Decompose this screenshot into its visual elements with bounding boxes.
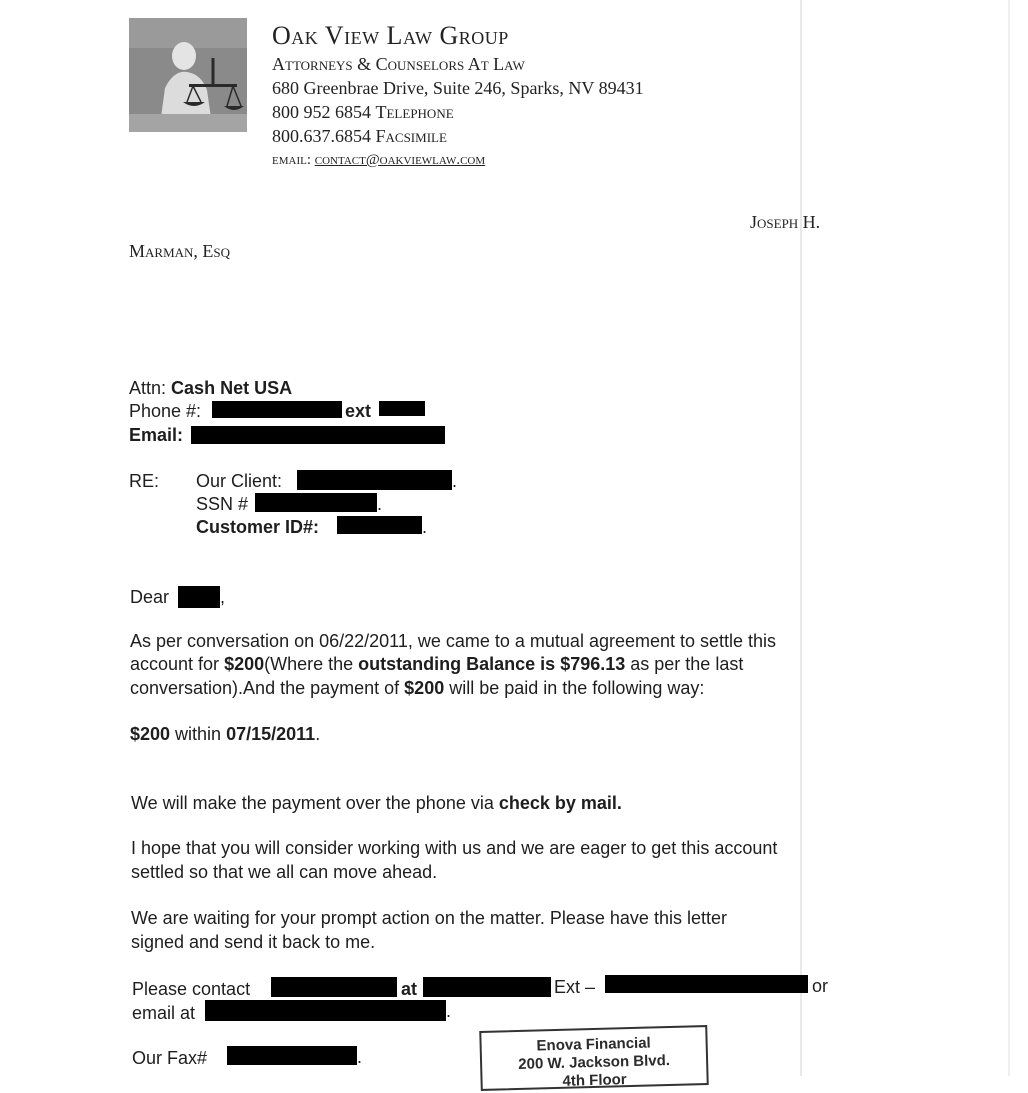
attorney-name-part1: Joseph H. — [750, 212, 821, 232]
body-p3: We will make the payment over the phone via check by mail. — [131, 793, 622, 813]
body-p5-line1: We are waiting for your prompt action on the matter. Please have this letter — [131, 908, 727, 928]
firm-address: 680 Greenbrae Drive, Suite 246, Sparks, NV 89431 — [272, 78, 644, 98]
lady-justice-icon — [129, 18, 247, 132]
re-period: . — [452, 471, 458, 491]
body-p5-line2: signed and send it back to me. — [131, 932, 376, 952]
telephone-label: Telephone — [375, 102, 454, 122]
contact-at: at — [401, 979, 418, 999]
email-label: email: — [272, 152, 311, 168]
attn-name: Cash Net USA — [171, 378, 293, 398]
redaction-bar — [191, 426, 445, 444]
contact-or: or — [812, 976, 829, 996]
body-p1-line3: conversation).And the payment of $200 will be paid in the following way: — [130, 678, 705, 698]
stamp-line2: 200 W. Jackson Blvd. — [518, 1052, 671, 1073]
redaction-bar — [271, 977, 397, 997]
contact-ext: Ext – — [554, 977, 596, 997]
email-period: . — [446, 1001, 452, 1021]
redaction-bar — [205, 1000, 446, 1021]
salutation-comma: , — [220, 587, 226, 607]
redaction-bar — [297, 470, 452, 490]
telephone-number: 800 952 6854 — [272, 102, 371, 122]
firm-logo — [129, 18, 247, 132]
ssn-label: SSN # — [196, 494, 249, 514]
body-p1-line1: As per conversation on 06/22/2011, we came to a mutual agreement to settle this — [130, 631, 777, 651]
firm-tagline: Attorneys & Counselors At Law — [272, 54, 525, 74]
body-p2: $200 within 07/15/2011. — [130, 724, 321, 744]
fax-label: Facsimile — [375, 126, 447, 146]
re-period: . — [422, 517, 428, 537]
body-p1-line2: account for $200(Where the outstanding Balance is $796.13 as per the last — [130, 654, 744, 674]
firm-telephone — [272, 100, 644, 124]
scan-line — [800, 0, 802, 1076]
firm-email — [272, 148, 644, 172]
address-stamp — [479, 1025, 708, 1091]
redaction-bar — [337, 516, 422, 534]
redaction-bar — [423, 977, 551, 997]
body-p4-line1: I hope that you will consider working with us and we are eager to get this account — [131, 838, 778, 858]
re-period: . — [377, 494, 383, 514]
re-label: RE: — [129, 471, 160, 491]
phone-label: Phone #: — [129, 401, 202, 421]
fax-period: . — [357, 1047, 363, 1067]
please-contact: Please contact — [132, 979, 251, 999]
body-p4-line2: settled so that we all can move ahead. — [131, 862, 438, 882]
redaction-bar — [227, 1046, 357, 1065]
email-at: email at — [132, 1003, 196, 1023]
email-link[interactable]: contact@oakviewlaw.com — [314, 152, 486, 168]
fax-number: 800.637.6854 — [272, 126, 371, 146]
redaction-bar — [178, 586, 220, 608]
stamp-line1: Enova Financial — [536, 1034, 651, 1055]
our-fax-label: Our Fax# — [132, 1048, 208, 1068]
redaction-bar — [379, 401, 425, 416]
salutation-dear: Dear — [130, 587, 170, 607]
client-label: Our Client: — [196, 471, 283, 491]
customer-id-label: Customer ID#: — [196, 517, 320, 537]
redaction-bar — [255, 493, 377, 512]
attn-label: Attn: — [129, 378, 167, 398]
firm-name: Oak View Law Group — [272, 21, 509, 50]
redaction-bar — [212, 401, 342, 418]
stamp-line3: 4th Floor — [562, 1071, 627, 1090]
attn-line — [129, 377, 292, 401]
letterhead — [272, 20, 644, 172]
email-label-recipient: Email: — [129, 425, 184, 445]
scan-line — [1008, 0, 1010, 1076]
firm-fax — [272, 124, 644, 148]
ext-label: ext — [345, 401, 372, 421]
redaction-bar — [605, 975, 808, 993]
attorney-name-part2: Marman, Esq — [129, 241, 231, 261]
